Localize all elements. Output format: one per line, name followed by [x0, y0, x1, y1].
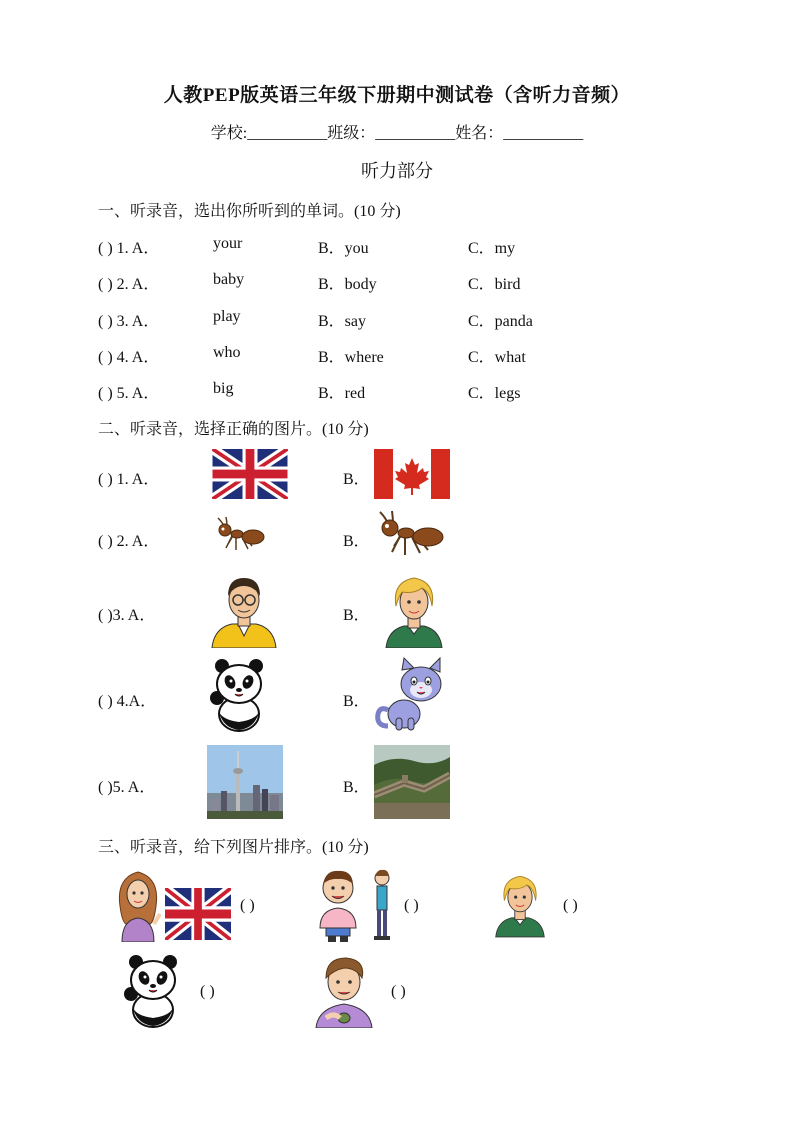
p1-q1-option-a[interactable]: your — [213, 235, 243, 252]
p1-q2-number[interactable]: ( ) 2. A． — [98, 276, 160, 293]
p3-woman-blonde-icon — [494, 866, 546, 942]
p3-blank-4[interactable]: ( ) — [200, 983, 215, 1000]
p1-q4-option-b[interactable]: B．where — [318, 349, 384, 366]
p2-q3-option-b[interactable]: B． — [343, 607, 370, 624]
part1-heading: 一、听录音，选出你所听到的单词。(10 分) — [98, 203, 401, 220]
p1-q3-option-b[interactable]: B．say — [318, 313, 367, 330]
canada-flag-icon[interactable] — [374, 449, 450, 499]
cn-tower-icon[interactable] — [207, 745, 283, 819]
p3-blank-1[interactable]: ( ) — [240, 897, 255, 914]
name-label: 姓名： — [455, 125, 504, 142]
p2-q3-number[interactable]: ( )3. A． — [98, 607, 156, 624]
man-with-glasses-icon[interactable] — [208, 572, 280, 648]
p2-q1-option-b[interactable]: B． — [343, 471, 370, 488]
p2-q1-number[interactable]: ( ) 1. A． — [98, 471, 160, 488]
p1-q4-option-a[interactable]: who — [213, 344, 241, 361]
p3-panda-icon — [118, 952, 184, 1028]
p2-q5-number[interactable]: ( )5. A． — [98, 779, 156, 796]
girl-with-long-hair-icon — [114, 866, 162, 942]
p1-q3-number[interactable]: ( ) 3. A． — [98, 313, 160, 330]
p1-q1-option-c[interactable]: C．my — [468, 240, 516, 257]
school-blank[interactable]: __________ — [247, 125, 328, 142]
p3-uk-flag-icon — [165, 888, 231, 940]
part3-heading: 三、听录音，给下列图片排序。(10 分) — [98, 839, 369, 856]
p1-q4-option-c[interactable]: C．what — [468, 349, 526, 366]
p2-q4-number[interactable]: ( ) 4.A． — [98, 693, 157, 710]
p1-q3-option-a[interactable]: play — [213, 308, 241, 325]
p1-q5-option-c[interactable]: C．legs — [468, 385, 521, 402]
p1-q1-option-b[interactable]: B．you — [318, 240, 369, 257]
panda-icon[interactable] — [205, 656, 269, 732]
p3-blank-3[interactable]: ( ) — [563, 897, 578, 914]
p1-q5-number[interactable]: ( ) 5. A． — [98, 385, 160, 402]
section-title: 听力部分 — [361, 161, 433, 181]
uk-flag-icon[interactable] — [212, 449, 288, 499]
class-label: 班级： — [327, 125, 376, 142]
p2-q2-option-b[interactable]: B． — [343, 533, 370, 550]
p1-q2-option-a[interactable]: baby — [213, 271, 245, 288]
small-ant-icon[interactable] — [212, 516, 266, 554]
p2-q2-number[interactable]: ( ) 2. A． — [98, 533, 160, 550]
school-label: 学校: — [210, 125, 248, 142]
big-ant-icon[interactable] — [374, 510, 446, 558]
p1-q5-option-b[interactable]: B．red — [318, 385, 366, 402]
p1-q2-option-b[interactable]: B．body — [318, 276, 377, 293]
class-blank[interactable]: __________ — [375, 125, 456, 142]
boy-with-cap-icon — [312, 952, 376, 1028]
p1-q5-option-a[interactable]: big — [213, 380, 234, 397]
student-info-line — [0, 120, 794, 143]
page-title: 人教PEP版英语三年级下册期中测试卷（含听力音频） — [163, 85, 631, 106]
name-blank[interactable]: __________ — [503, 125, 584, 142]
p1-q2-option-c[interactable]: C．bird — [468, 276, 521, 293]
great-wall-icon[interactable] — [374, 745, 450, 819]
cat-icon[interactable] — [374, 656, 450, 732]
part2-heading: 二、听录音，选择正确的图片。(10 分) — [98, 421, 369, 438]
p2-q5-option-b[interactable]: B． — [343, 779, 370, 796]
p1-q1-number[interactable]: ( ) 1. A． — [98, 240, 160, 257]
p3-blank-2[interactable]: ( ) — [404, 897, 419, 914]
woman-blonde-icon[interactable] — [384, 572, 444, 648]
p1-q3-option-c[interactable]: C．panda — [468, 313, 533, 330]
p3-blank-5[interactable]: ( ) — [391, 983, 406, 1000]
p1-q4-number[interactable]: ( ) 4. A． — [98, 349, 160, 366]
short-and-tall-boys-icon — [316, 866, 398, 942]
p2-q4-option-b[interactable]: B． — [343, 693, 370, 710]
